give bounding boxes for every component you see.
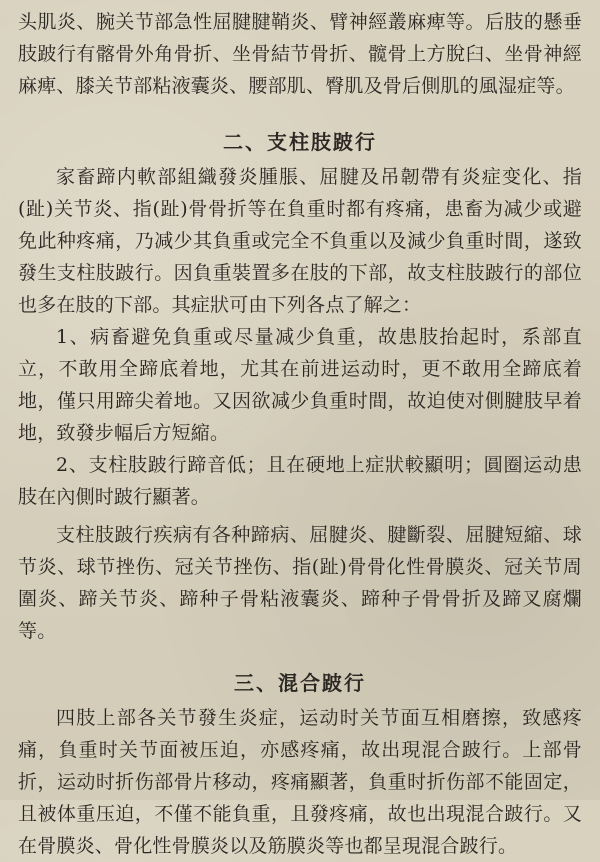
section-2-paragraph-3: 2、支柱肢跛行蹄音低；且在硬地上症狀較顯明；圓圈运动患肢在內側时跛行顯著。	[18, 454, 582, 508]
section-3-heading: 三、混合跛行	[234, 671, 366, 695]
section-3-paragraph-1: 四肢上部各关节發生炎症，运动时关节面互相磨擦，致感疼痛，負重时关节面被压迫，亦感疼痛，故出現混合跛行。上部骨折，运动时折伤部骨片移动，疼痛顯著，負重时折伤部不能固定，且被体重压迫，不僅不能負重，且發疼痛，故也出現混合跛行。又在骨膜炎、骨化性骨膜炎以及筋膜炎等也都呈現混合跛行。	[18, 707, 582, 857]
intro-paragraph: 头肌炎、腕关节部急性屈腱腱鞘炎、臂神經叢麻痺等。后肢的懸垂肢跛行有髂骨外角骨折、坐骨結节骨折、髋骨上方脫臼、坐骨神經麻痺、膝关节部粘液囊炎、腰部肌、臀肌及骨后側肌的風湿症等。	[18, 11, 582, 97]
section-2-heading: 二、支柱肢跛行	[223, 130, 377, 154]
section-2-paragraph-1: 家畜蹄内軟部組織發炎腫脹、屈腱及吊韌帶有炎症变化、指(趾)关节炎、指(趾)骨骨折等在負重时都有疼痛，患畜为减少或避免此种疼痛，乃减少其負重或完全不負重以及減少負重时間，遂致發生支柱肢跛行。因負重裝置多在肢的下部，故支柱肢跛行的部位也多在肢的下部。其症狀可由下列各点了解之：	[18, 166, 582, 316]
section-2-paragraph-2: 1、病畜避免負重或尽量减少負重，故患肢抬起时，系部直立，不敢用全蹄底着地，尤其在前进运动时，更不敢用全蹄底着地，僅只用蹄尖着地。又因欲减少負重时間，故迫使对側腱肢早着地，致發步幅后方短縮。	[18, 326, 582, 444]
section-2-paragraph-4: 支柱肢跛行疾病有各种蹄病、屈腱炎、腱斷裂、屈腱短縮、球节炎、球节挫伤、冠关节挫伤、指(趾)骨骨化性骨膜炎、冠关节周圍炎、蹄关节炎、蹄种子骨粘液囊炎、蹄种子骨骨折及蹄叉腐爛等。	[18, 524, 582, 642]
